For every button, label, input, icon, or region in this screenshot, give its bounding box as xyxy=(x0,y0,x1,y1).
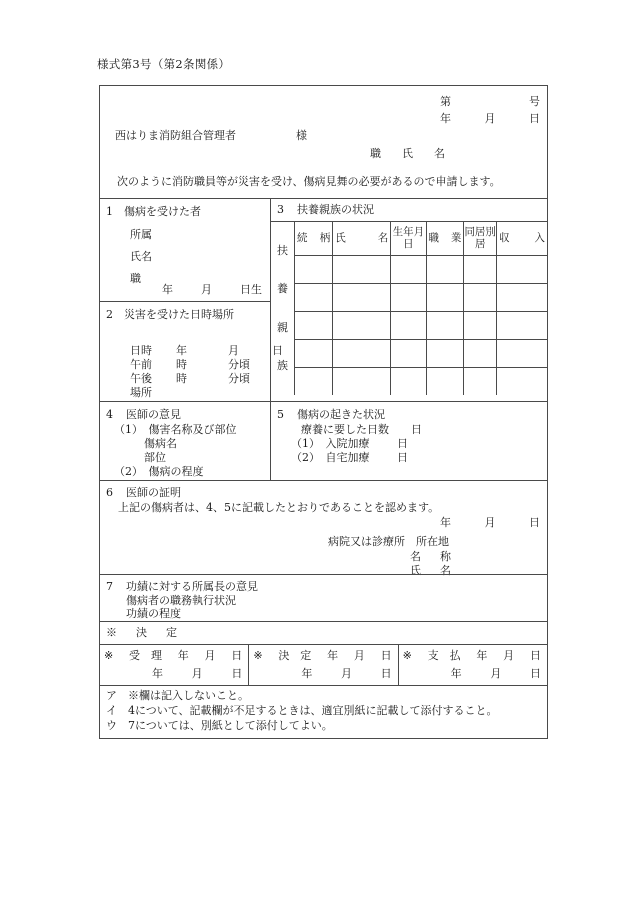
payment-blank-day: 日 xyxy=(529,667,541,680)
cell-income[interactable] xyxy=(497,256,547,284)
cell-income[interactable] xyxy=(497,284,547,312)
decision-day-label: 日 xyxy=(380,649,392,662)
section-3-dependents xyxy=(271,199,547,395)
section-3-title: 扶養親族の状況 xyxy=(297,203,374,216)
decision-month-label: 月 xyxy=(353,649,365,662)
col-occupation-left: 職 xyxy=(428,231,440,244)
incident-place-label: 場所 xyxy=(130,386,152,400)
note-mark-b: イ xyxy=(106,703,117,717)
section-1-number: 1 xyxy=(106,205,113,218)
incident-date-month: 月 xyxy=(228,344,239,357)
cell-cohabitation[interactable] xyxy=(464,284,497,312)
sections-4-5-row xyxy=(100,401,547,480)
incident-date-year: 年 xyxy=(176,344,187,357)
incident-place-row xyxy=(130,386,292,400)
cell-birthdate[interactable] xyxy=(391,256,426,284)
note-item xyxy=(106,704,547,719)
hospital-name-label: 名 称 xyxy=(410,550,455,563)
section-1-injured-person xyxy=(100,199,270,301)
decision-col-decision xyxy=(248,645,397,685)
incident-am-minute: 分頃 xyxy=(228,358,250,372)
incident-datetime-row xyxy=(130,344,292,358)
payment-year-label: 年 xyxy=(476,649,488,662)
document-number-label: 第 xyxy=(440,95,451,108)
incident-pm-hour: 時 xyxy=(176,372,187,386)
receipt-mark: ※ xyxy=(104,649,114,662)
dependents-table xyxy=(295,222,547,395)
birthdate-day-label: 日生 xyxy=(240,283,262,296)
section-4-item-2: （2） 傷病の程度 xyxy=(114,465,204,478)
note-item xyxy=(106,689,547,704)
cell-occupation[interactable] xyxy=(426,368,464,396)
cert-date-day-label: 日 xyxy=(529,516,540,529)
col-fullname-left: 氏 xyxy=(335,231,346,244)
left-column xyxy=(100,199,283,401)
receipt-header xyxy=(104,648,242,665)
cell-relationship[interactable] xyxy=(295,340,333,368)
right-column xyxy=(270,199,547,401)
cell-birthdate[interactable] xyxy=(391,312,426,340)
decision-blank-day: 日 xyxy=(380,667,392,680)
section-5-injury-circumstances xyxy=(270,402,547,480)
receipt-blank-year: 年 xyxy=(152,667,163,680)
application-statement: 次のように消防職員等が災害を受け、傷病見舞の必要があるので申請します。 xyxy=(117,175,501,188)
decision-mark: ※ xyxy=(253,649,263,662)
table-row xyxy=(295,368,547,396)
section-5-number: 5 xyxy=(277,408,284,421)
section-2-title: 災害を受けた日時場所 xyxy=(124,308,234,321)
section-5-treatment-days-label: 療養に要した日数 xyxy=(301,423,389,436)
payment-day-label: 日 xyxy=(529,649,541,662)
col-cohabitation-line1: 同居別 xyxy=(464,226,496,239)
section-5-item-1: （1） 入院加療 xyxy=(291,437,370,450)
section-4-doctor-opinion xyxy=(100,402,270,480)
date-month-label: 月 xyxy=(484,112,496,125)
col-fullname xyxy=(333,222,391,256)
cell-occupation[interactable] xyxy=(426,284,464,312)
section-6-doctor-certification xyxy=(100,480,547,577)
col-birthdate-line1: 生年月 xyxy=(392,226,425,239)
section-7-number: 7 xyxy=(106,580,113,593)
cell-relationship[interactable] xyxy=(295,368,333,396)
birthdate-year-label: 年 xyxy=(162,283,173,296)
addressee-honorific: 様 xyxy=(296,129,307,142)
col-cohabitation xyxy=(464,222,497,256)
section-2-number: 2 xyxy=(106,308,113,321)
vertical-label-char-4: 族 xyxy=(277,358,288,372)
cell-fullname[interactable] xyxy=(333,256,391,284)
section-7-supervisor-opinion xyxy=(100,574,547,621)
payment-blank-month: 月 xyxy=(490,667,502,680)
cell-birthdate[interactable] xyxy=(391,340,426,368)
cell-fullname[interactable] xyxy=(333,312,391,340)
decision-blank-month: 月 xyxy=(340,667,352,680)
sections-1-2-3-row xyxy=(100,198,547,401)
section-2-field-grid xyxy=(130,344,292,400)
cell-relationship[interactable] xyxy=(295,312,333,340)
note-mark-c: ウ xyxy=(106,718,117,732)
receipt-year-label: 年 xyxy=(177,649,189,662)
hospital-address-label: 病院又は診療所 所在地 xyxy=(328,535,449,548)
col-income-left: 収 xyxy=(499,231,510,244)
cell-relationship[interactable] xyxy=(295,256,333,284)
receipt-label: 受 理 xyxy=(128,649,162,662)
dependents-table-wrap xyxy=(271,221,547,395)
col-income xyxy=(497,222,547,256)
section-5-title: 傷病の起きた状況 xyxy=(297,408,385,421)
date-day-label: 日 xyxy=(529,112,540,125)
section-3-header xyxy=(271,199,547,221)
table-row xyxy=(295,312,547,340)
section-7-line-1: 傷病者の職務執行状況 xyxy=(126,594,236,607)
col-relationship-right: 柄 xyxy=(319,231,331,244)
incident-place-b xyxy=(228,386,272,400)
col-relationship-left: 続 xyxy=(297,231,308,244)
receipt-blank-month: 月 xyxy=(191,667,203,680)
incident-date-day: 日 xyxy=(272,344,283,357)
receipt-day-label: 日 xyxy=(231,649,243,662)
cell-cohabitation[interactable] xyxy=(464,340,497,368)
date-year-label: 年 xyxy=(440,112,451,125)
incident-am-hour: 時 xyxy=(176,358,187,372)
receipt-month-label: 月 xyxy=(204,649,216,662)
cert-date-month-label: 月 xyxy=(484,516,496,529)
section-5-item-1-unit: 日 xyxy=(397,437,408,450)
field-name-label: 氏名 xyxy=(130,250,152,263)
note-item xyxy=(106,719,547,734)
section-4-injury-site-label: 部位 xyxy=(144,451,166,464)
cell-occupation[interactable] xyxy=(426,256,464,284)
section-6-date-line xyxy=(440,515,540,532)
vertical-label-char-3: 親 xyxy=(277,320,288,334)
col-fullname-right: 名 xyxy=(377,231,389,244)
note-text-b: 4について、記載欄が不足するときは、適宜別紙に記載して添付すること。 xyxy=(128,703,498,717)
incident-pm-row xyxy=(130,372,292,386)
section-5-item-2: （2） 自宅加療 xyxy=(291,451,370,464)
cert-date-year-label: 年 xyxy=(440,516,451,529)
section-6-statement: 上記の傷病者は、4、5に記載したとおりであることを認めます。 xyxy=(118,501,440,514)
incident-am-label: 午前 xyxy=(130,358,152,372)
section-4-title: 医師の意見 xyxy=(126,408,181,421)
section-4-injury-name-label: 傷病名 xyxy=(144,437,177,450)
section-7-line-2: 功績の程度 xyxy=(126,607,181,620)
section-4-item-1: （1） 傷害名称及び部位 xyxy=(114,423,237,436)
payment-label: 支 払 xyxy=(427,649,461,662)
header-block xyxy=(100,86,547,198)
incident-date-label: 日時 xyxy=(130,344,152,357)
col-cohabitation-line2: 居 xyxy=(474,237,486,250)
decision-col-receipt xyxy=(100,645,248,685)
cell-income[interactable] xyxy=(497,368,547,396)
decision-header-row xyxy=(100,621,547,644)
field-affiliation-label: 所属 xyxy=(130,228,152,241)
cell-occupation[interactable] xyxy=(426,340,464,368)
col-birthdate-line2: 日 xyxy=(403,237,414,250)
incident-pm-minute: 分頃 xyxy=(228,372,250,386)
cell-cohabitation[interactable] xyxy=(464,312,497,340)
receipt-blank-line[interactable] xyxy=(152,666,242,683)
cell-fullname[interactable] xyxy=(333,284,391,312)
payment-header xyxy=(403,648,541,665)
birthdate-line xyxy=(162,282,262,299)
dependents-header-row xyxy=(295,222,547,256)
cell-fullname[interactable] xyxy=(333,368,391,396)
decision-blank-year: 年 xyxy=(301,667,313,680)
note-mark-a: ア xyxy=(106,689,117,702)
col-occupation-right: 業 xyxy=(450,231,462,244)
doctor-name-label: 氏 名 xyxy=(410,564,455,577)
col-income-right: 入 xyxy=(534,231,545,244)
cell-relationship[interactable] xyxy=(295,284,333,312)
birthdate-month-label: 月 xyxy=(201,283,212,296)
section-2-incident-datetime-place xyxy=(100,301,283,401)
payment-blank-line[interactable] xyxy=(451,666,541,683)
incident-am-row xyxy=(130,358,292,372)
decision-year-label: 年 xyxy=(327,649,339,662)
decision-header-label: 決 定 xyxy=(136,626,181,639)
vertical-label-char-1: 扶 xyxy=(277,244,288,258)
document-number-line xyxy=(440,94,540,111)
decision-col-payment xyxy=(398,645,547,685)
section-3-number: 3 xyxy=(277,203,284,216)
decision-header xyxy=(253,648,391,665)
document-number-suffix: 号 xyxy=(529,95,540,108)
section-5-treatment-days-unit: 日 xyxy=(411,423,422,436)
form-number: 様式第3号（第2条関係） xyxy=(97,57,231,71)
cell-birthdate[interactable] xyxy=(391,284,426,312)
decision-header-text xyxy=(106,625,181,642)
section-7-title: 功績に対する所属長の意見 xyxy=(126,580,258,593)
note-text-a: ※欄は記入しないこと。 xyxy=(128,689,249,702)
dependents-vertical-label xyxy=(271,222,295,395)
cell-income[interactable] xyxy=(497,340,547,368)
section-6-title: 医師の証明 xyxy=(126,486,181,499)
vertical-label-char-2: 養 xyxy=(277,282,288,296)
decision-blank-line[interactable] xyxy=(301,666,391,683)
notes-block xyxy=(100,685,547,738)
table-row xyxy=(295,256,547,284)
col-occupation xyxy=(426,222,464,256)
document-date-line xyxy=(440,111,540,128)
section-4-number: 4 xyxy=(106,408,113,421)
decision-label: 決 定 xyxy=(278,649,312,662)
payment-mark: ※ xyxy=(402,649,412,662)
payment-month-label: 月 xyxy=(503,649,515,662)
col-birthdate xyxy=(391,222,426,256)
table-row xyxy=(295,340,547,368)
incident-place-a xyxy=(176,386,228,400)
incident-pm-label: 午後 xyxy=(130,372,152,386)
payment-blank-year: 年 xyxy=(450,667,462,680)
cell-cohabitation[interactable] xyxy=(464,256,497,284)
cell-occupation[interactable] xyxy=(426,312,464,340)
table-row xyxy=(295,284,547,312)
section-1-title: 傷病を受けた者 xyxy=(124,205,201,218)
col-relationship xyxy=(295,222,333,256)
section-6-number: 6 xyxy=(106,486,113,499)
cell-birthdate[interactable] xyxy=(391,368,426,396)
cell-fullname[interactable] xyxy=(333,340,391,368)
cell-cohabitation[interactable] xyxy=(464,368,497,396)
cell-income[interactable] xyxy=(497,312,547,340)
section-5-item-2-unit: 日 xyxy=(397,451,408,464)
form-frame xyxy=(99,85,548,739)
applicant-name-fields: 職 氏 名 xyxy=(370,147,450,160)
decision-header-mark: ※ xyxy=(106,626,121,639)
note-text-c: 7については、別紙として添付してよい。 xyxy=(128,718,333,732)
field-post-label: 職 xyxy=(130,272,141,285)
addressee: 西はりま消防組合管理者 xyxy=(115,129,236,142)
decision-columns-row xyxy=(100,644,547,685)
receipt-blank-day: 日 xyxy=(231,667,243,680)
